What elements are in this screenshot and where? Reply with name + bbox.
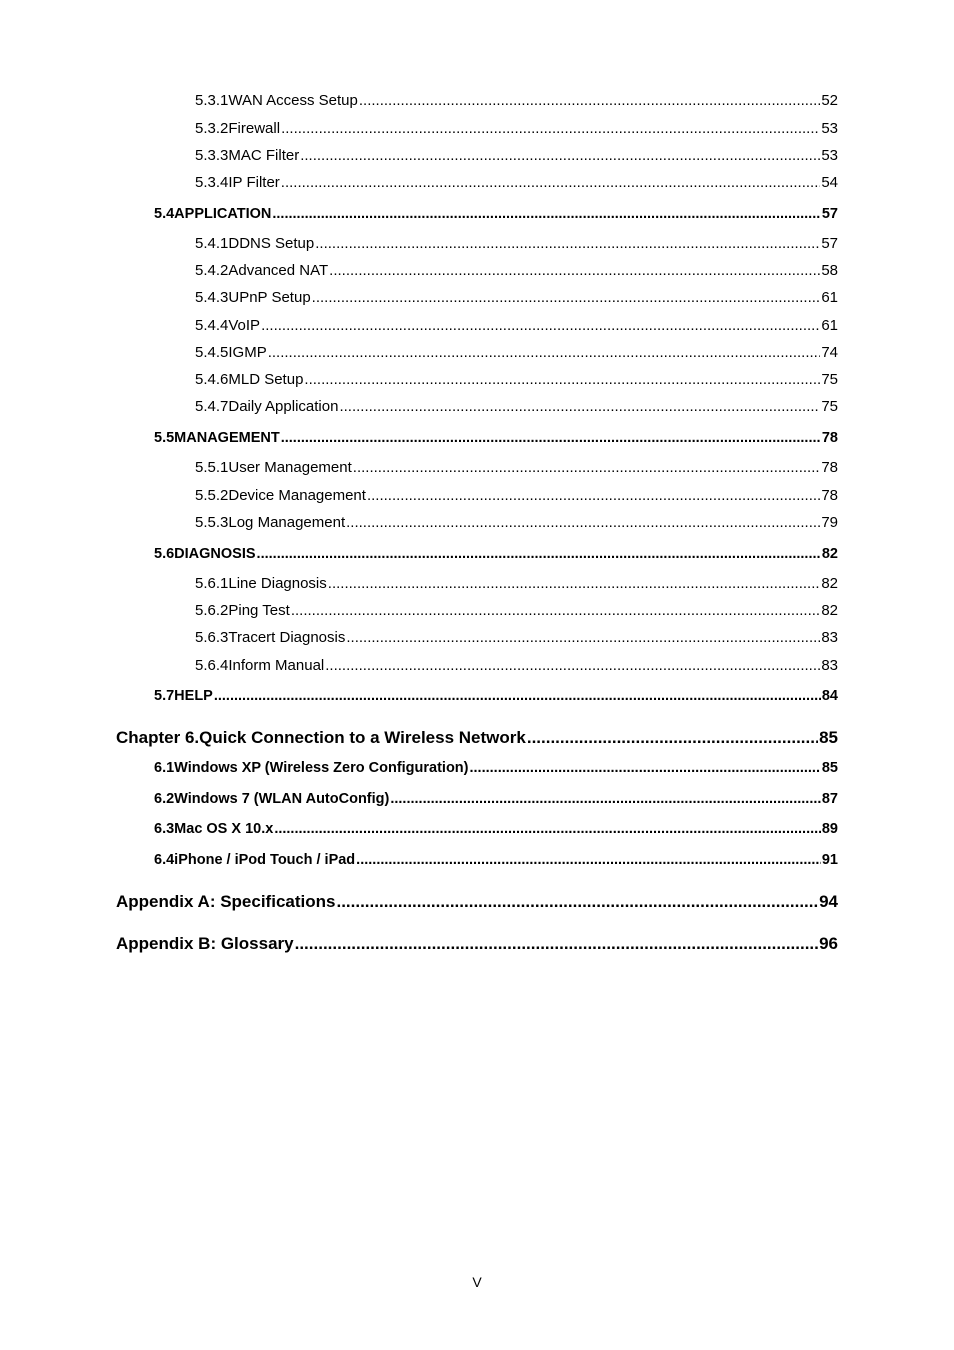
toc-entry-page: 83 (821, 657, 838, 674)
toc-entry-title: UPnP Setup (228, 289, 311, 306)
toc-leader (274, 821, 821, 837)
toc-entry[interactable] (195, 289, 838, 306)
toc-entry[interactable] (195, 602, 838, 619)
toc-entry[interactable] (195, 344, 838, 361)
toc-section-entry[interactable] (154, 430, 838, 446)
toc-chapter-entry[interactable] (116, 728, 838, 748)
toc-leader (470, 760, 821, 776)
toc-leader (214, 688, 821, 704)
toc-entry-title: Appendix A: Specifications (116, 892, 336, 911)
toc-entry[interactable] (195, 120, 838, 137)
toc-entry-title: Windows 7 (WLAN AutoConfig) (174, 791, 390, 807)
toc-leader (336, 892, 818, 912)
toc-leader (257, 546, 821, 562)
toc-entry-title: Appendix B: Glossary (116, 934, 294, 953)
toc-leader (261, 317, 820, 334)
toc-entry-number: 5.4.6 (195, 371, 229, 388)
toc-leader (281, 120, 820, 137)
toc-leader (325, 657, 820, 674)
toc-leader (328, 575, 821, 592)
toc-entry-title: MAC Filter (228, 147, 300, 164)
toc-entry-number: 5.3.4 (195, 174, 229, 191)
toc-entry-number: 6.1 (154, 760, 175, 776)
toc-entry-title: Windows XP (Wireless Zero Configuration) (174, 760, 469, 776)
toc-entry-number: 5.4.2 (195, 262, 229, 279)
toc-entry-page: 61 (821, 289, 838, 306)
toc-entry[interactable] (195, 174, 838, 191)
toc-appendix-entry[interactable] (116, 892, 838, 912)
toc-section-entry[interactable] (154, 791, 838, 807)
toc-entry-title: Ping Test (228, 602, 290, 619)
toc-entry-page: 82 (821, 546, 838, 562)
toc-entry-page: 85 (821, 760, 838, 776)
toc-entry-title: Mac OS X 10.x (174, 821, 274, 837)
toc-entry-title: Line Diagnosis (228, 575, 327, 592)
toc-entry-title: HELP (174, 688, 213, 704)
toc-leader (291, 602, 821, 619)
toc-section-entry[interactable] (154, 206, 838, 222)
toc-entry-title: APPLICATION (174, 206, 272, 222)
toc-leader (356, 852, 821, 868)
toc-entry-number: 5.6 (154, 546, 175, 562)
toc-entry-page: 96 (819, 934, 838, 953)
toc-entry-number: 5.7 (154, 688, 175, 704)
toc-leader (304, 371, 820, 388)
toc-entry-title: Tracert Diagnosis (228, 629, 346, 646)
toc-section-entry[interactable] (154, 821, 838, 837)
toc-entry-title: Device Management (228, 487, 366, 504)
toc-entry-title: WAN Access Setup (228, 92, 358, 109)
toc-section-entry[interactable] (154, 852, 838, 868)
toc-entry[interactable] (195, 629, 838, 646)
toc-leader (281, 174, 821, 191)
toc-entry-page: 82 (821, 575, 838, 592)
toc-entry-number: 6.2 (154, 791, 175, 807)
toc-entry-page: 87 (821, 791, 838, 807)
toc-entry-title: User Management (228, 459, 352, 476)
page-number: V (472, 1274, 482, 1290)
toc-entry-number: 5.4.1 (195, 235, 229, 252)
toc-leader (312, 289, 821, 306)
toc-entry-number: 5.3.3 (195, 147, 229, 164)
toc-entry-number: 5.5.3 (195, 514, 229, 531)
toc-leader (390, 791, 821, 807)
toc-entry-number: 6.4 (154, 852, 175, 868)
toc-section-entry[interactable] (154, 760, 838, 776)
toc-entry-page: 91 (821, 852, 838, 868)
toc-entry[interactable] (195, 398, 838, 415)
toc-entry-page: 84 (821, 688, 838, 704)
toc-entry-number: 5.4.7 (195, 398, 229, 415)
toc-entry-page: 57 (821, 235, 838, 252)
toc-leader (268, 344, 821, 361)
toc-entry-title: Inform Manual (228, 657, 325, 674)
toc-entry-title: DIAGNOSIS (174, 546, 256, 562)
toc-leader (367, 487, 820, 504)
toc-entry-title: MLD Setup (228, 371, 304, 388)
toc-entry[interactable] (195, 147, 838, 164)
toc-entry-number: 5.4 (154, 206, 175, 222)
toc-entry-page: 61 (821, 317, 838, 334)
toc-entry-title: MANAGEMENT (174, 430, 280, 446)
toc-entry-number: 5.5.1 (195, 459, 229, 476)
toc-entry-title: IGMP (228, 344, 267, 361)
toc-entry-page: 58 (821, 262, 838, 279)
toc-leader (339, 398, 820, 415)
toc-entry[interactable] (195, 487, 838, 504)
toc-leader (346, 514, 820, 531)
toc-entry-number: 5.6.1 (195, 575, 229, 592)
toc-entry-number: 5.5.2 (195, 487, 229, 504)
toc-entry-page: 94 (819, 892, 838, 911)
toc-entry-title: Firewall (228, 120, 281, 137)
toc-entry-page: 83 (821, 629, 838, 646)
toc-leader (359, 92, 820, 109)
toc-entry-number: 5.4.5 (195, 344, 229, 361)
toc-entry-title: Log Management (228, 514, 346, 531)
toc-entry[interactable] (195, 514, 838, 531)
toc-entry-number: 5.3.1 (195, 92, 229, 109)
toc-entry-title: DDNS Setup (228, 235, 315, 252)
toc-leader (346, 629, 820, 646)
toc-leader (272, 206, 820, 222)
toc-entry-title: VoIP (228, 317, 261, 334)
toc-entry-number: Chapter 6. (116, 728, 200, 747)
toc-entry-page: 53 (821, 120, 838, 137)
toc-entry-number: 5.6.3 (195, 629, 229, 646)
toc-entry-title: IP Filter (228, 174, 280, 191)
toc-leader (300, 147, 820, 164)
toc-leader (281, 430, 821, 446)
toc-entry-title: Daily Application (228, 398, 339, 415)
toc-entry-number: 5.3.2 (195, 120, 229, 137)
toc-leader (295, 934, 818, 954)
toc-entry-page: 78 (821, 430, 838, 446)
toc-entry[interactable] (195, 575, 838, 592)
toc-entry-page: 78 (821, 459, 838, 476)
toc-entry[interactable] (195, 371, 838, 388)
toc-leader (527, 728, 818, 748)
toc-entry-page: 53 (821, 147, 838, 164)
toc-entry-page: 79 (821, 514, 838, 531)
toc-entry[interactable] (195, 262, 838, 279)
toc-entry-number: 5.6.2 (195, 602, 229, 619)
toc-entry-page: 74 (821, 344, 838, 361)
toc-section-entry[interactable] (154, 688, 838, 704)
toc-entry[interactable] (195, 92, 838, 109)
toc-entry-number: 6.3 (154, 821, 175, 837)
toc-entry[interactable] (195, 235, 838, 252)
toc-leader (353, 459, 821, 476)
toc-entry-title: Quick Connection to a Wireless Network (199, 728, 526, 747)
toc-entry-number: 5.4.3 (195, 289, 229, 306)
toc-leader (329, 262, 820, 279)
toc-entry-page: 54 (821, 174, 838, 191)
toc-entry-page: 57 (821, 206, 838, 222)
toc-entry-title: iPhone / iPod Touch / iPad (174, 852, 356, 868)
toc-entry-page: 82 (821, 602, 838, 619)
toc-entry-page: 89 (821, 821, 838, 837)
toc-section-entry[interactable] (154, 546, 838, 562)
toc-entry-number: 5.6.4 (195, 657, 229, 674)
toc-entry[interactable] (195, 317, 838, 334)
toc-entry[interactable] (195, 459, 838, 476)
toc-entry[interactable] (195, 657, 838, 674)
toc-entry-page: 75 (821, 371, 838, 388)
toc-entry-page: 85 (819, 728, 838, 747)
toc-entry-page: 52 (821, 92, 838, 109)
toc-entry-page: 75 (821, 398, 838, 415)
toc-entry-page: 78 (821, 487, 838, 504)
toc-entry-number: 5.5 (154, 430, 175, 446)
toc-leader (315, 235, 820, 252)
toc-appendix-entry[interactable] (116, 934, 838, 954)
toc-entry-number: 5.4.4 (195, 317, 229, 334)
toc-entry-title: Advanced NAT (228, 262, 329, 279)
